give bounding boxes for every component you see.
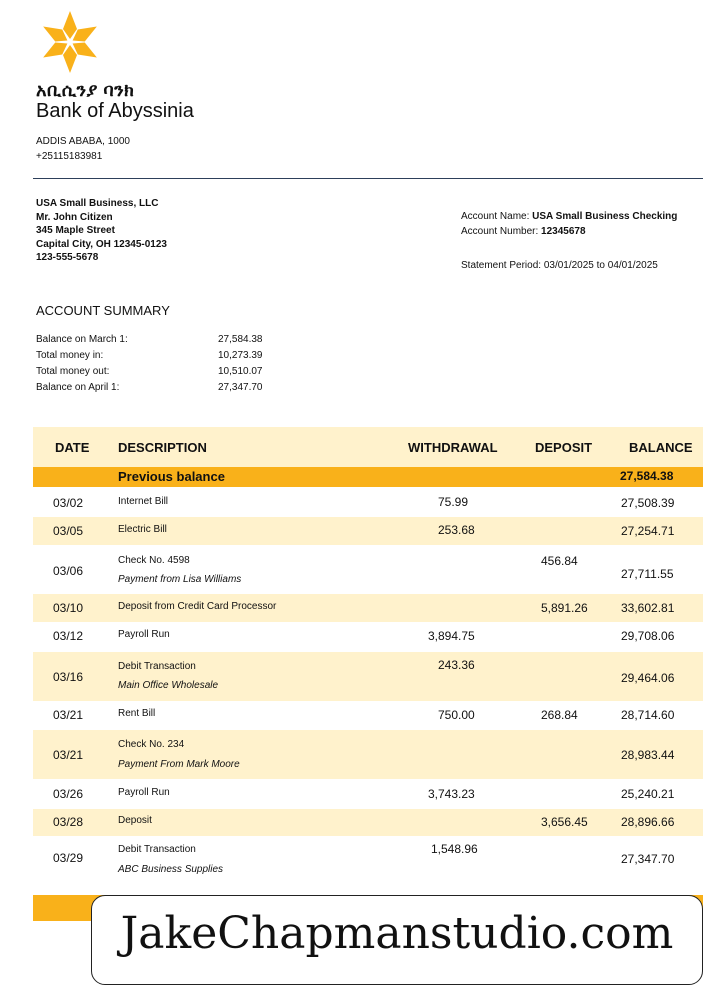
row-balance: 28,983.44 bbox=[621, 748, 675, 762]
summary-row bbox=[36, 366, 276, 380]
row-balance: 27,254.71 bbox=[621, 524, 675, 538]
account-number-value: 12345678 bbox=[541, 226, 586, 237]
row-description: Debit Transaction bbox=[118, 661, 196, 672]
row-description: Check No. 4598 bbox=[118, 555, 190, 566]
row-balance: 27,711.55 bbox=[621, 567, 674, 581]
header-deposit: DEPOSIT bbox=[535, 440, 593, 455]
statement-period: Statement Period: 03/01/2025 to 04/01/2025 bbox=[461, 260, 658, 271]
summary-value: 27,347.70 bbox=[218, 382, 263, 393]
row-withdrawal: 75.99 bbox=[438, 495, 469, 509]
row-balance: 28,896.66 bbox=[621, 815, 675, 829]
summary-label: Total money in: bbox=[36, 350, 104, 361]
row-date: 03/06 bbox=[53, 564, 84, 578]
row-description: Payroll Run bbox=[118, 629, 170, 640]
header-description: DESCRIPTION bbox=[118, 440, 207, 455]
summary-row bbox=[36, 382, 276, 396]
account-name-value: USA Small Business Checking bbox=[532, 211, 678, 222]
table-row bbox=[33, 489, 703, 517]
row-withdrawal: 253.68 bbox=[438, 523, 475, 537]
header-divider bbox=[33, 178, 703, 179]
row-deposit: 3,656.45 bbox=[541, 815, 588, 829]
table-row bbox=[33, 545, 703, 593]
summary-row bbox=[36, 350, 276, 364]
table-row bbox=[33, 652, 703, 701]
row-date: 03/26 bbox=[53, 787, 84, 801]
customer-address-block bbox=[36, 197, 167, 265]
row-date: 03/10 bbox=[53, 601, 84, 615]
customer-city: Capital City, OH 12345-0123 bbox=[36, 238, 167, 250]
account-summary-title: ACCOUNT SUMMARY bbox=[36, 303, 170, 318]
row-subdescription: ABC Business Supplies bbox=[118, 864, 224, 875]
bank-name-amharic: አቢሲንያ ባንክ bbox=[36, 80, 135, 100]
bank-phone: +25115183981 bbox=[36, 151, 103, 162]
row-subdescription: Main Office Wholesale bbox=[118, 680, 219, 691]
table-row bbox=[33, 836, 703, 884]
previous-balance-label: Previous balance bbox=[118, 469, 225, 484]
row-subdescription: Payment from Lisa Williams bbox=[118, 574, 242, 585]
row-description: Rent Bill bbox=[118, 708, 156, 719]
row-description: Deposit from Credit Card Processor bbox=[118, 601, 277, 612]
summary-label: Total money out: bbox=[36, 366, 110, 377]
account-number-label: Account Number: bbox=[461, 226, 542, 237]
summary-label: Balance on March 1: bbox=[36, 334, 128, 345]
table-row bbox=[33, 730, 703, 779]
account-name bbox=[461, 211, 677, 222]
row-withdrawal: 3,894.75 bbox=[428, 629, 475, 643]
row-balance: 33,602.81 bbox=[621, 601, 675, 615]
row-balance: 28,714.60 bbox=[621, 708, 675, 722]
table-row bbox=[33, 517, 703, 545]
row-withdrawal: 3,743.23 bbox=[428, 787, 475, 801]
header-date: DATE bbox=[55, 440, 90, 455]
watermark-text: JakeChapmanstudio.com bbox=[120, 908, 674, 959]
row-date: 03/16 bbox=[53, 670, 84, 684]
row-withdrawal: 1,548.96 bbox=[431, 842, 478, 856]
summary-label: Balance on April 1: bbox=[36, 382, 120, 393]
account-name-label: Account Name: bbox=[461, 211, 533, 222]
row-balance: 27,347.70 bbox=[621, 852, 675, 866]
row-description: Electric Bill bbox=[118, 524, 167, 535]
row-date: 03/02 bbox=[53, 496, 84, 510]
watermark-banner bbox=[91, 895, 703, 985]
row-date: 03/21 bbox=[53, 748, 84, 762]
bank-name: Bank of Abyssinia bbox=[36, 100, 194, 122]
header-withdrawal: WITHDRAWAL bbox=[408, 440, 498, 455]
row-withdrawal: 243.36 bbox=[438, 658, 475, 672]
customer-street: 345 Maple Street bbox=[36, 225, 115, 236]
table-row bbox=[33, 701, 703, 730]
row-description: Internet Bill bbox=[118, 496, 169, 507]
summary-value: 10,510.07 bbox=[218, 366, 263, 377]
header-balance: BALANCE bbox=[629, 440, 693, 455]
star-flower-logo-icon bbox=[36, 8, 104, 76]
customer-company: USA Small Business, LLC bbox=[36, 198, 159, 209]
table-row bbox=[33, 594, 703, 622]
row-deposit: 268.84 bbox=[541, 708, 578, 722]
row-description: Deposit bbox=[118, 815, 152, 826]
row-description: Check No. 234 bbox=[118, 739, 185, 750]
row-deposit: 5,891.26 bbox=[541, 601, 588, 615]
row-balance: 27,508.39 bbox=[621, 496, 675, 510]
bank-address: ADDIS ABABA, 1000 bbox=[36, 136, 130, 147]
row-balance: 29,464.06 bbox=[621, 671, 675, 685]
summary-value: 27,584.38 bbox=[218, 334, 263, 345]
account-number bbox=[461, 226, 586, 237]
customer-contact: Mr. John Citizen bbox=[36, 211, 113, 223]
row-balance: 29,708.06 bbox=[621, 629, 675, 643]
summary-value: 10,273.39 bbox=[218, 350, 263, 361]
row-deposit: 456.84 bbox=[541, 554, 578, 568]
row-date: 03/28 bbox=[53, 815, 84, 829]
table-row bbox=[33, 780, 703, 809]
previous-balance-value: 27,584.38 bbox=[620, 469, 674, 483]
table-row bbox=[33, 622, 703, 652]
summary-row bbox=[36, 334, 276, 348]
row-date: 03/12 bbox=[53, 629, 84, 643]
row-date: 03/29 bbox=[53, 851, 84, 865]
customer-phone: 123-555-5678 bbox=[36, 252, 99, 263]
row-description: Payroll Run bbox=[118, 787, 170, 798]
row-withdrawal: 750.00 bbox=[438, 708, 475, 722]
table-row bbox=[33, 809, 703, 836]
row-balance: 25,240.21 bbox=[621, 787, 675, 801]
row-date: 03/21 bbox=[53, 708, 84, 722]
row-subdescription: Payment From Mark Moore bbox=[118, 759, 240, 770]
row-description: Debit Transaction bbox=[118, 844, 196, 855]
row-date: 03/05 bbox=[53, 524, 84, 538]
